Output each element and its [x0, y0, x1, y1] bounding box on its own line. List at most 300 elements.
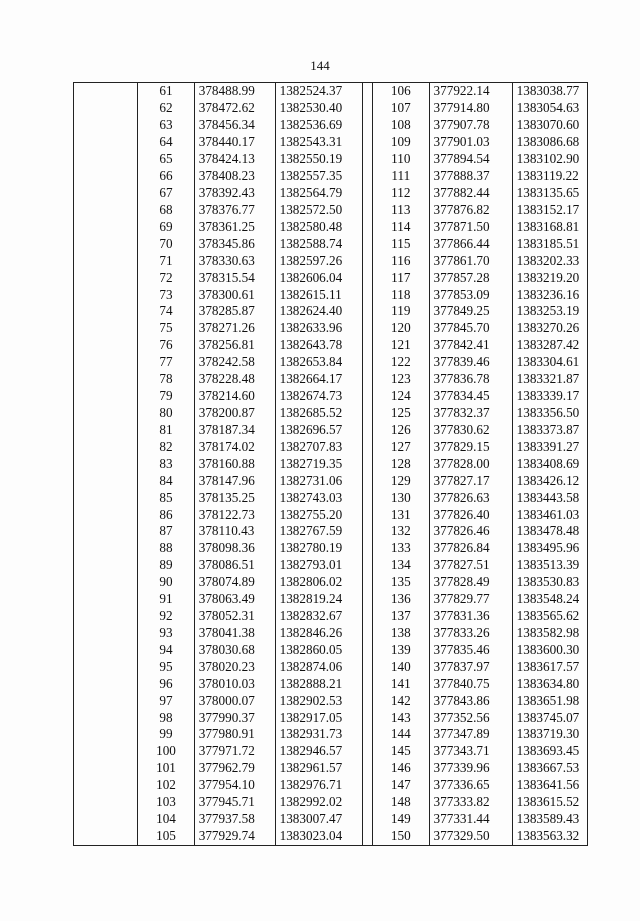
y-coordinate-right: 1383356.50 [512, 405, 587, 422]
y-coordinate-right: 1383745.07 [512, 709, 587, 726]
x-coordinate-left: 378160.88 [194, 455, 275, 472]
x-coordinate-right: 377826.46 [429, 523, 512, 540]
table-row [74, 405, 588, 422]
point-number-left: 100 [138, 743, 194, 760]
table-row [74, 455, 588, 472]
x-coordinate-right: 377829.77 [429, 591, 512, 608]
point-number-left: 93 [138, 625, 194, 642]
x-coordinate-left: 378200.87 [194, 405, 275, 422]
table-row [74, 168, 588, 185]
y-coordinate-right: 1383426.12 [512, 472, 587, 489]
x-coordinate-left: 378330.63 [194, 252, 275, 269]
y-coordinate-right: 1383565.62 [512, 608, 587, 625]
y-coordinate-right: 1383202.33 [512, 252, 587, 269]
x-coordinate-right: 377840.75 [429, 675, 512, 692]
point-number-right: 112 [373, 185, 429, 202]
point-number-left: 105 [138, 828, 194, 846]
point-number-right: 128 [373, 455, 429, 472]
x-coordinate-right: 377857.28 [429, 269, 512, 286]
blank-cell [74, 235, 138, 252]
gap-cell [363, 168, 373, 185]
point-number-left: 69 [138, 218, 194, 235]
table-row [74, 100, 588, 117]
table-row [74, 354, 588, 371]
gap-cell [363, 235, 373, 252]
x-coordinate-left: 378063.49 [194, 591, 275, 608]
gap-cell [363, 185, 373, 202]
gap-cell [363, 100, 373, 117]
point-number-left: 64 [138, 134, 194, 151]
point-number-right: 145 [373, 743, 429, 760]
point-number-left: 74 [138, 303, 194, 320]
gap-cell [363, 286, 373, 303]
x-coordinate-right: 377922.14 [429, 83, 512, 100]
blank-cell [74, 608, 138, 625]
y-coordinate-left: 1382664.17 [275, 371, 363, 388]
gap-cell [363, 794, 373, 811]
table-row [74, 506, 588, 523]
point-number-right: 126 [373, 421, 429, 438]
y-coordinate-right: 1383641.56 [512, 777, 587, 794]
point-number-right: 113 [373, 201, 429, 218]
gap-cell [363, 455, 373, 472]
x-coordinate-right: 377826.63 [429, 489, 512, 506]
point-number-left: 72 [138, 269, 194, 286]
y-coordinate-right: 1383391.27 [512, 438, 587, 455]
y-coordinate-right: 1383461.03 [512, 506, 587, 523]
x-coordinate-left: 378242.58 [194, 354, 275, 371]
blank-cell [74, 591, 138, 608]
point-number-right: 120 [373, 320, 429, 337]
y-coordinate-right: 1383185.51 [512, 235, 587, 252]
x-coordinate-right: 377828.49 [429, 574, 512, 591]
y-coordinate-right: 1383339.17 [512, 388, 587, 405]
point-number-left: 83 [138, 455, 194, 472]
y-coordinate-left: 1382719.35 [275, 455, 363, 472]
y-coordinate-right: 1383219.20 [512, 269, 587, 286]
table-row [74, 658, 588, 675]
blank-cell [74, 743, 138, 760]
blank-cell [74, 438, 138, 455]
x-coordinate-left: 378440.17 [194, 134, 275, 151]
blank-cell [74, 168, 138, 185]
x-coordinate-right: 377834.45 [429, 388, 512, 405]
blank-cell [74, 303, 138, 320]
gap-cell [363, 405, 373, 422]
x-coordinate-left: 377980.91 [194, 726, 275, 743]
y-coordinate-right: 1383563.32 [512, 828, 587, 846]
y-coordinate-left: 1382707.83 [275, 438, 363, 455]
point-number-right: 124 [373, 388, 429, 405]
gap-cell [363, 675, 373, 692]
table-row [74, 641, 588, 658]
y-coordinate-right: 1383615.52 [512, 794, 587, 811]
table-row [74, 726, 588, 743]
x-coordinate-right: 377833.26 [429, 625, 512, 642]
point-number-right: 123 [373, 371, 429, 388]
point-number-right: 132 [373, 523, 429, 540]
y-coordinate-left: 1382550.19 [275, 151, 363, 168]
y-coordinate-left: 1383023.04 [275, 828, 363, 846]
x-coordinate-right: 377826.84 [429, 540, 512, 557]
y-coordinate-left: 1382653.84 [275, 354, 363, 371]
blank-cell [74, 489, 138, 506]
y-coordinate-right: 1383270.26 [512, 320, 587, 337]
point-number-left: 73 [138, 286, 194, 303]
x-coordinate-right: 377837.97 [429, 658, 512, 675]
table-row [74, 777, 588, 794]
table-row [74, 625, 588, 642]
point-number-right: 140 [373, 658, 429, 675]
y-coordinate-left: 1382780.19 [275, 540, 363, 557]
x-coordinate-left: 378010.03 [194, 675, 275, 692]
x-coordinate-left: 378187.34 [194, 421, 275, 438]
point-number-left: 91 [138, 591, 194, 608]
point-number-right: 106 [373, 83, 429, 100]
y-coordinate-left: 1382597.26 [275, 252, 363, 269]
point-number-right: 143 [373, 709, 429, 726]
point-number-right: 131 [373, 506, 429, 523]
y-coordinate-left: 1382543.31 [275, 134, 363, 151]
blank-cell [74, 421, 138, 438]
gap-cell [363, 303, 373, 320]
point-number-right: 116 [373, 252, 429, 269]
y-coordinate-left: 1382767.59 [275, 523, 363, 540]
x-coordinate-right: 377866.44 [429, 235, 512, 252]
blank-cell [74, 709, 138, 726]
gap-cell [363, 726, 373, 743]
y-coordinate-left: 1382888.21 [275, 675, 363, 692]
table-row [74, 117, 588, 134]
point-number-left: 88 [138, 540, 194, 557]
y-coordinate-right: 1383600.30 [512, 641, 587, 658]
point-number-right: 135 [373, 574, 429, 591]
y-coordinate-right: 1383102.90 [512, 151, 587, 168]
y-coordinate-left: 1382557.35 [275, 168, 363, 185]
blank-cell [74, 83, 138, 100]
gap-cell [363, 574, 373, 591]
gap-cell [363, 117, 373, 134]
x-coordinate-right: 377832.37 [429, 405, 512, 422]
table-row [74, 472, 588, 489]
table-row [74, 235, 588, 252]
y-coordinate-right: 1383719.30 [512, 726, 587, 743]
blank-cell [74, 405, 138, 422]
blank-cell [74, 337, 138, 354]
blank-cell [74, 269, 138, 286]
blank-cell [74, 540, 138, 557]
x-coordinate-right: 377827.17 [429, 472, 512, 489]
y-coordinate-left: 1382588.74 [275, 235, 363, 252]
x-coordinate-left: 378147.96 [194, 472, 275, 489]
gap-cell [363, 354, 373, 371]
point-number-left: 81 [138, 421, 194, 438]
y-coordinate-left: 1382536.69 [275, 117, 363, 134]
gap-cell [363, 692, 373, 709]
x-coordinate-right: 377829.15 [429, 438, 512, 455]
gap-cell [363, 743, 373, 760]
table-row [74, 388, 588, 405]
blank-cell [74, 455, 138, 472]
x-coordinate-right: 377347.89 [429, 726, 512, 743]
y-coordinate-left: 1382731.06 [275, 472, 363, 489]
y-coordinate-right: 1383236.16 [512, 286, 587, 303]
gap-cell [363, 472, 373, 489]
point-number-right: 129 [373, 472, 429, 489]
x-coordinate-left: 378488.99 [194, 83, 275, 100]
gap-cell [363, 641, 373, 658]
y-coordinate-right: 1383589.43 [512, 811, 587, 828]
y-coordinate-right: 1383152.17 [512, 201, 587, 218]
coordinate-table [73, 82, 588, 846]
y-coordinate-left: 1382696.57 [275, 421, 363, 438]
point-number-right: 142 [373, 692, 429, 709]
point-number-left: 75 [138, 320, 194, 337]
table-row [74, 421, 588, 438]
y-coordinate-right: 1383408.69 [512, 455, 587, 472]
point-number-left: 82 [138, 438, 194, 455]
table-row [74, 371, 588, 388]
x-coordinate-right: 377836.78 [429, 371, 512, 388]
blank-cell [74, 574, 138, 591]
point-number-left: 62 [138, 100, 194, 117]
y-coordinate-left: 1382564.79 [275, 185, 363, 202]
blank-cell [74, 625, 138, 642]
x-coordinate-left: 378098.36 [194, 540, 275, 557]
point-number-left: 98 [138, 709, 194, 726]
point-number-right: 138 [373, 625, 429, 642]
coordinate-table-body [74, 83, 588, 846]
gap-cell [363, 151, 373, 168]
x-coordinate-left: 377954.10 [194, 777, 275, 794]
point-number-right: 133 [373, 540, 429, 557]
y-coordinate-right: 1383582.98 [512, 625, 587, 642]
x-coordinate-right: 377882.44 [429, 185, 512, 202]
table-row [74, 218, 588, 235]
point-number-right: 109 [373, 134, 429, 151]
x-coordinate-left: 378020.23 [194, 658, 275, 675]
y-coordinate-left: 1382685.52 [275, 405, 363, 422]
y-coordinate-left: 1382902.53 [275, 692, 363, 709]
x-coordinate-right: 377831.36 [429, 608, 512, 625]
gap-cell [363, 608, 373, 625]
point-number-left: 80 [138, 405, 194, 422]
y-coordinate-left: 1382524.37 [275, 83, 363, 100]
point-number-right: 127 [373, 438, 429, 455]
point-number-right: 144 [373, 726, 429, 743]
x-coordinate-right: 377907.78 [429, 117, 512, 134]
point-number-left: 92 [138, 608, 194, 625]
y-coordinate-left: 1382572.50 [275, 201, 363, 218]
point-number-left: 77 [138, 354, 194, 371]
table-row [74, 185, 588, 202]
x-coordinate-left: 378074.89 [194, 574, 275, 591]
x-coordinate-left: 378135.25 [194, 489, 275, 506]
y-coordinate-left: 1382946.57 [275, 743, 363, 760]
point-number-left: 95 [138, 658, 194, 675]
y-coordinate-left: 1382806.02 [275, 574, 363, 591]
point-number-right: 141 [373, 675, 429, 692]
y-coordinate-right: 1383373.87 [512, 421, 587, 438]
y-coordinate-left: 1382793.01 [275, 557, 363, 574]
x-coordinate-left: 378456.34 [194, 117, 275, 134]
gap-cell [363, 134, 373, 151]
y-coordinate-left: 1382674.73 [275, 388, 363, 405]
blank-cell [74, 828, 138, 846]
point-number-right: 130 [373, 489, 429, 506]
point-number-left: 63 [138, 117, 194, 134]
point-number-right: 118 [373, 286, 429, 303]
y-coordinate-right: 1383651.98 [512, 692, 587, 709]
blank-cell [74, 557, 138, 574]
x-coordinate-left: 378122.73 [194, 506, 275, 523]
x-coordinate-right: 377842.41 [429, 337, 512, 354]
blank-cell [74, 777, 138, 794]
y-coordinate-left: 1382961.57 [275, 760, 363, 777]
gap-cell [363, 523, 373, 540]
blank-cell [74, 151, 138, 168]
point-number-left: 89 [138, 557, 194, 574]
y-coordinate-right: 1383548.24 [512, 591, 587, 608]
point-number-left: 86 [138, 506, 194, 523]
x-coordinate-right: 377835.46 [429, 641, 512, 658]
point-number-left: 85 [138, 489, 194, 506]
y-coordinate-left: 1382643.78 [275, 337, 363, 354]
gap-cell [363, 540, 373, 557]
table-row [74, 675, 588, 692]
x-coordinate-right: 377343.71 [429, 743, 512, 760]
x-coordinate-left: 378041.38 [194, 625, 275, 642]
y-coordinate-left: 1382743.03 [275, 489, 363, 506]
gap-cell [363, 489, 373, 506]
blank-cell [74, 252, 138, 269]
y-coordinate-right: 1383038.77 [512, 83, 587, 100]
x-coordinate-left: 378424.13 [194, 151, 275, 168]
table-row [74, 591, 588, 608]
blank-cell [74, 675, 138, 692]
table-row [74, 557, 588, 574]
y-coordinate-left: 1382624.40 [275, 303, 363, 320]
point-number-left: 99 [138, 726, 194, 743]
table-row [74, 574, 588, 591]
y-coordinate-left: 1382931.73 [275, 726, 363, 743]
x-coordinate-left: 378086.51 [194, 557, 275, 574]
x-coordinate-right: 377830.62 [429, 421, 512, 438]
x-coordinate-right: 377845.70 [429, 320, 512, 337]
table-row [74, 692, 588, 709]
x-coordinate-right: 377901.03 [429, 134, 512, 151]
y-coordinate-left: 1382755.20 [275, 506, 363, 523]
y-coordinate-right: 1383495.96 [512, 540, 587, 557]
y-coordinate-left: 1382606.04 [275, 269, 363, 286]
table-row [74, 743, 588, 760]
x-coordinate-right: 377331.44 [429, 811, 512, 828]
x-coordinate-left: 377990.37 [194, 709, 275, 726]
blank-cell [74, 658, 138, 675]
y-coordinate-right: 1383617.57 [512, 658, 587, 675]
point-number-right: 136 [373, 591, 429, 608]
y-coordinate-left: 1382633.96 [275, 320, 363, 337]
gap-cell [363, 625, 373, 642]
point-number-left: 97 [138, 692, 194, 709]
blank-cell [74, 134, 138, 151]
x-coordinate-left: 378285.87 [194, 303, 275, 320]
table-row [74, 608, 588, 625]
y-coordinate-left: 1382615.11 [275, 286, 363, 303]
y-coordinate-right: 1383168.81 [512, 218, 587, 235]
point-number-right: 114 [373, 218, 429, 235]
table-row [74, 303, 588, 320]
point-number-left: 70 [138, 235, 194, 252]
x-coordinate-left: 378110.43 [194, 523, 275, 540]
x-coordinate-right: 377843.86 [429, 692, 512, 709]
point-number-left: 101 [138, 760, 194, 777]
x-coordinate-left: 378472.62 [194, 100, 275, 117]
x-coordinate-left: 378392.43 [194, 185, 275, 202]
point-number-right: 107 [373, 100, 429, 117]
x-coordinate-left: 378408.23 [194, 168, 275, 185]
x-coordinate-left: 378345.86 [194, 235, 275, 252]
page-number: 144 [310, 58, 330, 73]
point-number-left: 102 [138, 777, 194, 794]
blank-cell [74, 371, 138, 388]
x-coordinate-left: 378376.77 [194, 201, 275, 218]
x-coordinate-right: 377828.00 [429, 455, 512, 472]
point-number-left: 71 [138, 252, 194, 269]
gap-cell [363, 388, 373, 405]
y-coordinate-right: 1383287.42 [512, 337, 587, 354]
gap-cell [363, 557, 373, 574]
point-number-right: 147 [373, 777, 429, 794]
point-number-right: 122 [373, 354, 429, 371]
table-row [74, 134, 588, 151]
gap-cell [363, 337, 373, 354]
gap-cell [363, 591, 373, 608]
x-coordinate-right: 377888.37 [429, 168, 512, 185]
point-number-right: 111 [373, 168, 429, 185]
y-coordinate-right: 1383530.83 [512, 574, 587, 591]
gap-cell [363, 777, 373, 794]
x-coordinate-right: 377914.80 [429, 100, 512, 117]
blank-cell [74, 185, 138, 202]
x-coordinate-left: 378000.07 [194, 692, 275, 709]
gap-cell [363, 269, 373, 286]
table-row [74, 794, 588, 811]
gap-cell [363, 83, 373, 100]
y-coordinate-right: 1383634.80 [512, 675, 587, 692]
y-coordinate-right: 1383135.65 [512, 185, 587, 202]
table-row [74, 811, 588, 828]
blank-cell [74, 117, 138, 134]
y-coordinate-right: 1383086.68 [512, 134, 587, 151]
point-number-left: 66 [138, 168, 194, 185]
x-coordinate-left: 378228.48 [194, 371, 275, 388]
x-coordinate-right: 377839.46 [429, 354, 512, 371]
point-number-left: 68 [138, 201, 194, 218]
x-coordinate-right: 377861.70 [429, 252, 512, 269]
gap-cell [363, 252, 373, 269]
y-coordinate-left: 1382917.05 [275, 709, 363, 726]
y-coordinate-left: 1382846.26 [275, 625, 363, 642]
blank-cell [74, 320, 138, 337]
x-coordinate-right: 377827.51 [429, 557, 512, 574]
table-row [74, 438, 588, 455]
table-row [74, 320, 588, 337]
y-coordinate-right: 1383478.48 [512, 523, 587, 540]
gap-cell [363, 371, 373, 388]
gap-cell [363, 811, 373, 828]
y-coordinate-right: 1383321.87 [512, 371, 587, 388]
